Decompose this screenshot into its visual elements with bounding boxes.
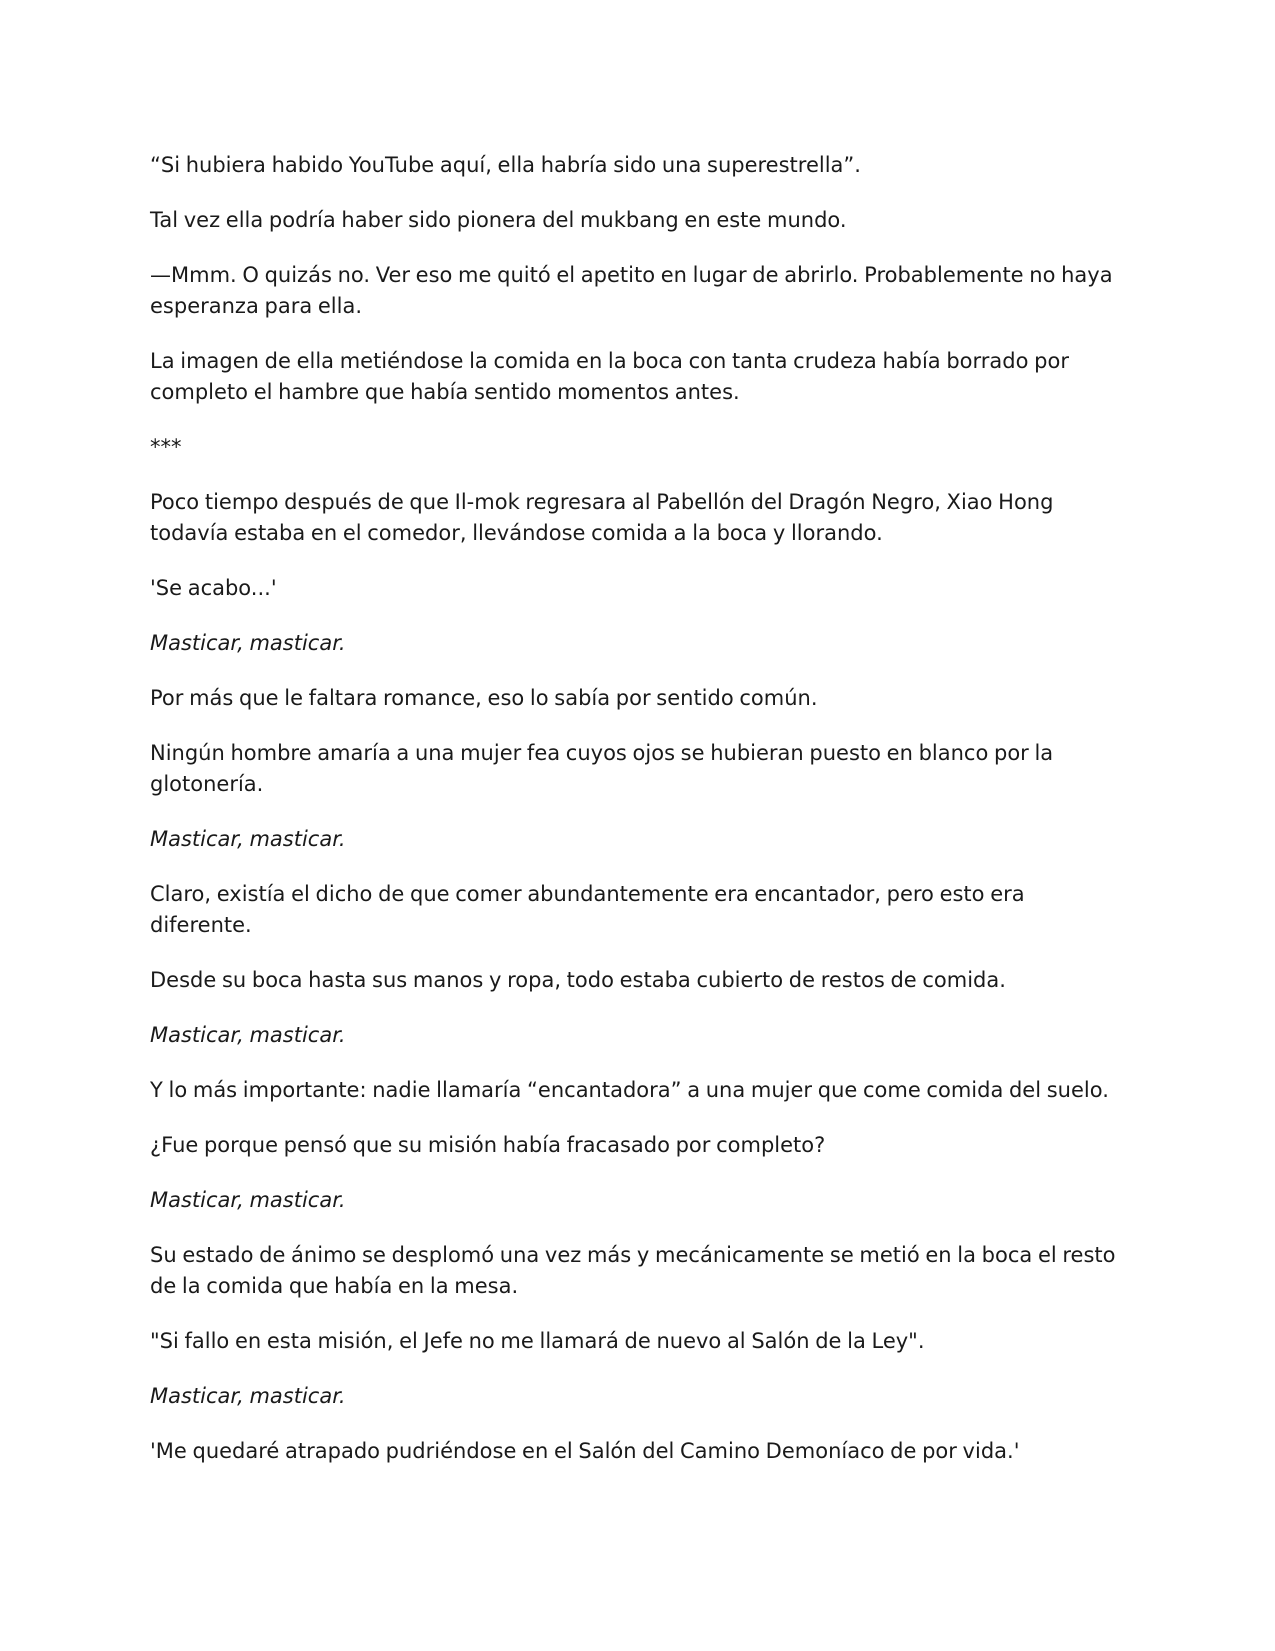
paragraph: Por más que le faltara romance, eso lo sabía por sentido común. [150,686,818,710]
paragraph-italic: Masticar, masticar. [150,1023,346,1047]
paragraph: —Mmm. O quizás no. Ver eso me quitó el apetito en lugar de abrirlo. Probablemente no haya esperanza para ella. [150,263,1113,318]
paragraph-italic: Masticar, masticar. [150,827,346,851]
paragraph-italic: Masticar, masticar. [150,1384,346,1408]
paragraph: Tal vez ella podría haber sido pionera del mukbang en este mundo. [150,208,847,232]
paragraph: Desde su boca hasta sus manos y ropa, todo estaba cubierto de restos de comida. [150,968,1006,992]
paragraph-italic: Masticar, masticar. [150,1188,346,1212]
paragraph: "Si fallo en esta misión, el Jefe no me llamará de nuevo al Salón de la Ley". [150,1329,925,1353]
document-body [150,150,1130,1491]
paragraph: “Si hubiera habido YouTube aquí, ella habría sido una superestrella”. [150,153,861,177]
paragraph: Claro, existía el dicho de que comer abundantemente era encantador, pero esto era diferente. [150,882,1025,937]
paragraph: Y lo más importante: nadie llamaría “encantadora” a una mujer que come comida del suelo. [150,1078,1109,1102]
paragraph: La imagen de ella metiéndose la comida en la boca con tanta crudeza había borrado por completo el hambre que había sentido momentos antes. [150,349,1069,404]
paragraph: 'Se acabo...' [150,576,277,600]
paragraph: Poco tiempo después de que Il-mok regresara al Pabellón del Dragón Negro, Xiao Hong todavía estaba en el comedor, llevándose comida a la boca y llorando. [150,490,1054,545]
paragraph: 'Me quedaré atrapado pudriéndose en el Salón del Camino Demoníaco de por vida.' [150,1439,1020,1463]
paragraph: Ningún hombre amaría a una mujer fea cuyos ojos se hubieran puesto en blanco por la glotonería. [150,741,1054,796]
paragraph: ¿Fue porque pensó que su misión había fracasado por completo? [150,1133,826,1157]
paragraph: Su estado de ánimo se desplomó una vez más y mecánicamente se metió en la boca el resto de la comida que había en la mesa. [150,1243,1116,1298]
scene-break: *** [150,435,182,459]
paragraph-italic: Masticar, masticar. [150,631,346,655]
